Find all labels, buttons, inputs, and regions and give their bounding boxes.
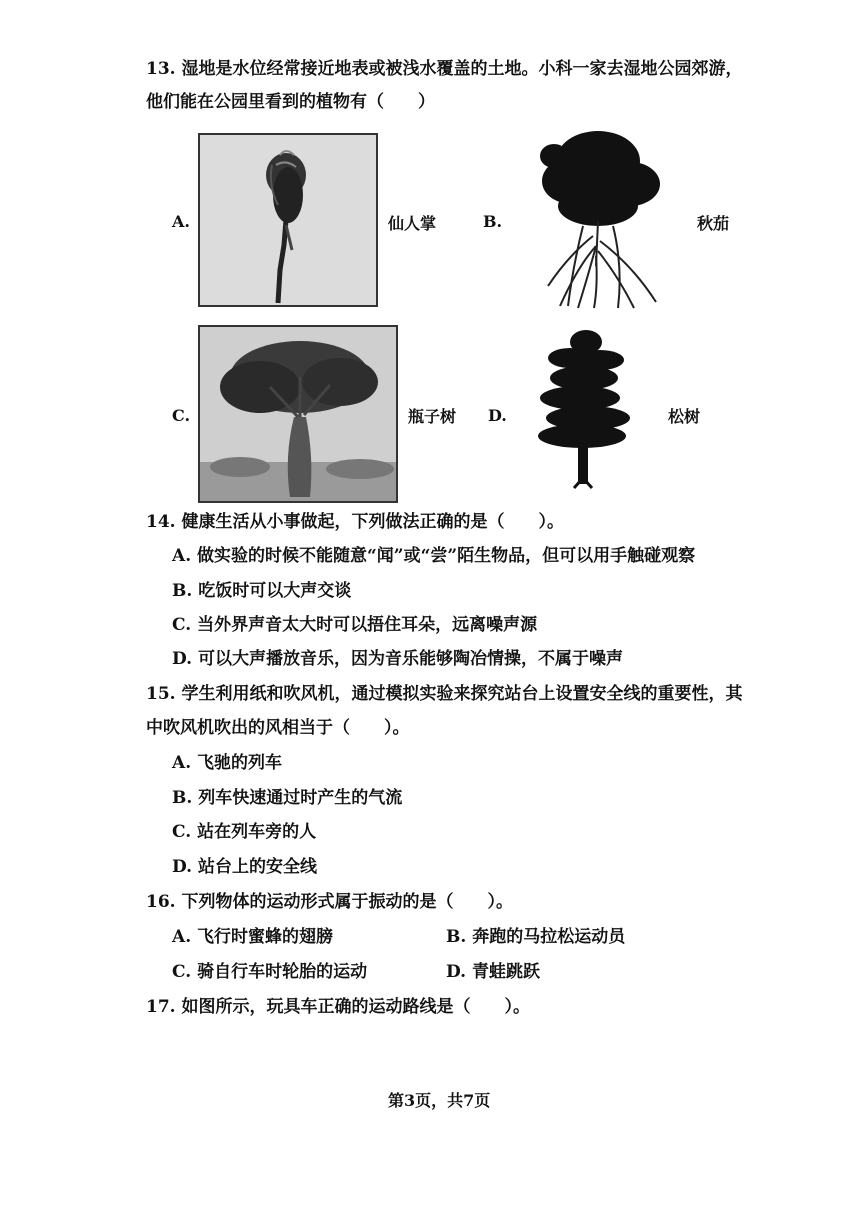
q15-stem-line1: 15. 学生利用纸和吹风机，通过模拟实验来探究站台上设置安全线的重要性，其	[146, 684, 743, 704]
q13-option-a-letter: A.	[172, 212, 190, 231]
q13-option-c-letter: C.	[172, 406, 191, 425]
q13-stem-line1: 13. 湿地是水位经常接近地表或被浅水覆盖的土地。小科一家去湿地公园郊游，	[146, 59, 743, 79]
q15-option-a: A. 飞驰的列车	[172, 753, 283, 773]
q14-option-b: B. 吃饭时可以大声交谈	[172, 581, 352, 601]
q14-option-d: D. 可以大声播放音乐，因为音乐能够陶冶情操，不属于噪声	[172, 649, 623, 669]
q13-option-d-letter: D.	[488, 406, 507, 425]
cactus-image	[198, 133, 378, 307]
q13-option-c-name: 瓶子树	[408, 407, 457, 426]
q17-stem: 17. 如图所示，玩具车正确的运动路线是（ ）。	[146, 997, 530, 1017]
q14-stem: 14. 健康生活从小事做起，下列做法正确的是（ ）。	[146, 512, 564, 532]
q14-option-c: C. 当外界声音太大时可以捂住耳朵，远离噪声源	[172, 615, 538, 635]
pine-tree-image	[534, 328, 634, 492]
bottle-tree-image	[198, 325, 398, 503]
q13-option-a-name: 仙人掌	[388, 214, 437, 233]
q16-option-c: C. 骑自行车时轮胎的运动	[172, 962, 368, 982]
page-number: 第3页，共7页	[388, 1091, 491, 1110]
q13-stem-line2: 他们能在公园里看到的植物有（ ）	[146, 92, 435, 112]
q16-option-d: D. 青蛙跳跃	[446, 962, 540, 982]
q16-stem: 16. 下列物体的运动形式属于振动的是（ ）。	[146, 892, 513, 912]
q13-option-b-name: 秋茄	[697, 214, 730, 233]
q15-option-d: D. 站台上的安全线	[172, 857, 317, 877]
q15-option-c: C. 站在列车旁的人	[172, 822, 317, 842]
q13-option-b-letter: B.	[483, 212, 503, 231]
q15-stem-line2: 中吹风机吹出的风相当于（ ）。	[146, 718, 410, 738]
q16-option-a: A. 飞行时蜜蜂的翅膀	[172, 927, 334, 947]
q13-option-d-name: 松树	[668, 407, 701, 426]
q16-option-b: B. 奔跑的马拉松运动员	[446, 927, 626, 947]
q15-option-b: B. 列车快速通过时产生的气流	[172, 788, 403, 808]
q14-option-a: A. 做实验的时候不能随意“闻”或“尝”陌生物品，但可以用手触碰观察	[172, 546, 696, 566]
mangrove-image	[538, 126, 668, 312]
